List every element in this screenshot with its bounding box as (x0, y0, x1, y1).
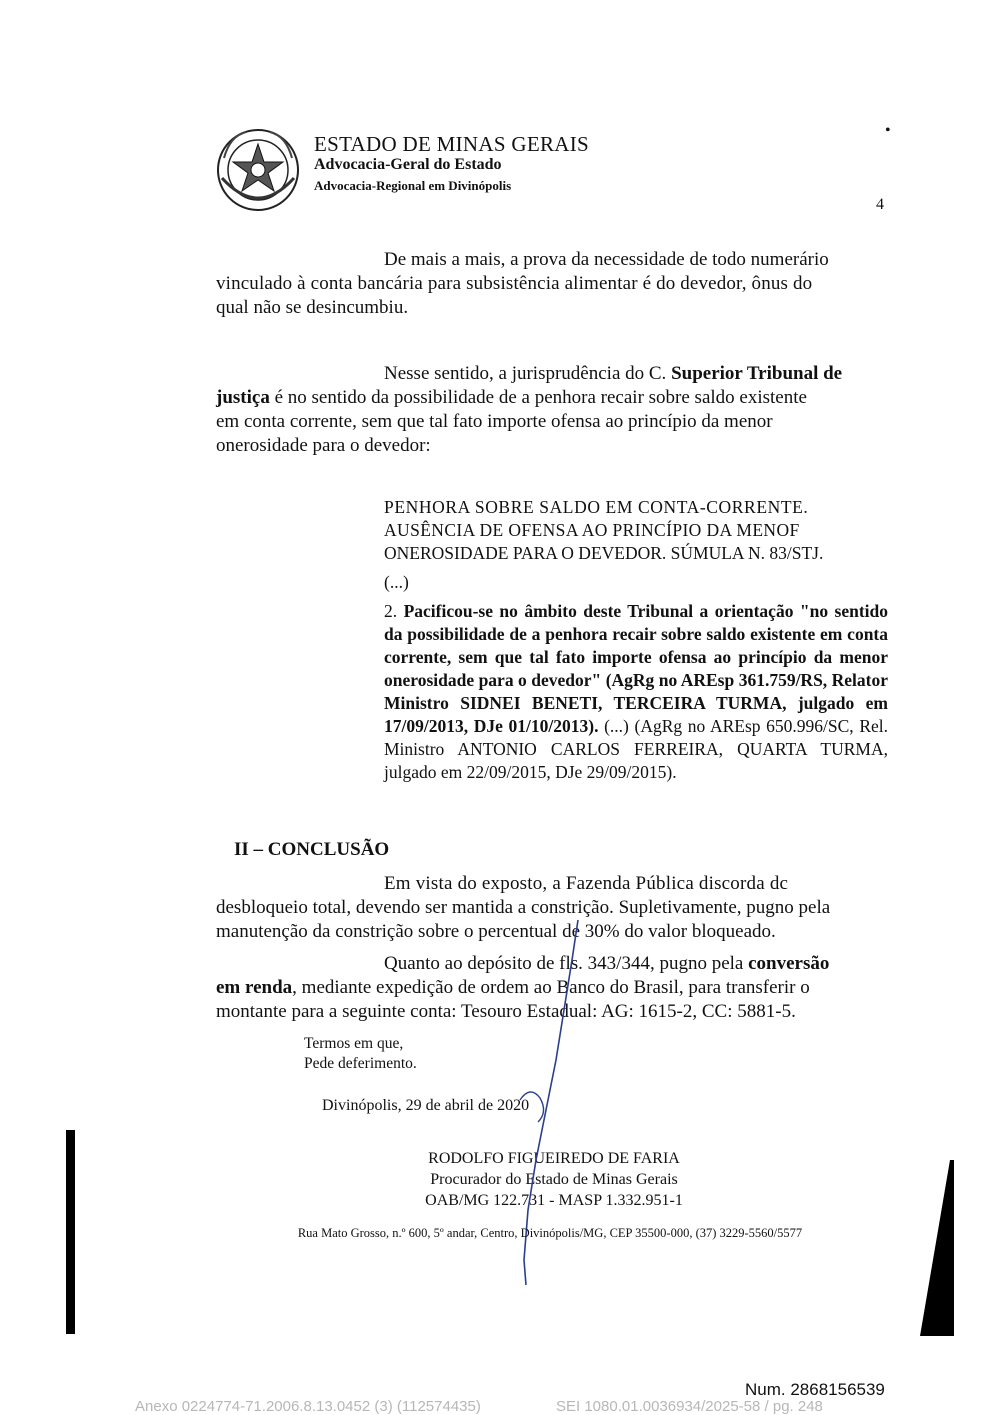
state-seal-icon (216, 128, 300, 212)
quote-item-2 (384, 600, 888, 784)
place-and-date: Divinópolis, 29 de abril de 2020 (322, 1097, 530, 1114)
footer-address: Rua Mato Grosso, n.º 600, 5º andar, Centro, Divinópolis/MG, CEP 35500-000, (37) 3229-5560/5577 (297, 1226, 803, 1240)
ementa-line1: PENHORA SOBRE SALDO EM CONTA-CORRENTE. (384, 497, 809, 517)
sei-page-reference: SEI 1080.01.0036934/2025-58 / pg. 248 (556, 1398, 823, 1415)
ementa-line2: AUSÊNCIA DE OFENSA AO PRINCÍPIO DA MENOF (384, 520, 800, 540)
paragraph-jurisprudence (216, 362, 888, 458)
scan-edge-bar (66, 1130, 75, 1334)
page-number: 4 (876, 196, 884, 213)
para1-line3: qual não se desincumbiu. (216, 297, 409, 318)
conclusion-heading: II – CONCLUSÃO (234, 839, 390, 860)
deposit-text-a: Quanto ao depósito de fls. 343/344, pugno pela (384, 953, 749, 974)
header-state-title: ESTADO DE MINAS GERAIS (314, 132, 590, 156)
item-prefix: 2. (384, 601, 404, 621)
document-number: Num. 2868156539 (745, 1380, 885, 1399)
conclusion-line3: manutenção da constrição sobre o percentual de 30% do valor bloqueado. (216, 921, 776, 942)
conclusion-line2: desbloqueio total, devendo ser mantida a constrição. Supletivamente, pugno pela (216, 897, 831, 918)
conclusion-line1: Em vista do exposto, a Fazenda Pública discorda dc (384, 873, 789, 894)
deposit-line3: montante para a seguinte conta: Tesouro Estadual: AG: 1615-2, CC: 5881-5. (216, 1001, 796, 1022)
para2-line3: em conta corrente, sem que tal fato importe ofensa ao princípio da menor (216, 411, 773, 432)
deposit-bold-b: em renda (216, 977, 293, 998)
signer-ids: OAB/MG 122.731 - MASP 1.332.951-1 (425, 1192, 683, 1209)
para1-line2: vinculado à conta bancária para subsistência alimentar é do devedor, ônus do (216, 273, 813, 294)
header-agency: Advocacia-Geral do Estado (314, 156, 502, 173)
item-rest-text: (...) (AgRg no AREsp 650.996/SC, Rel. Ministro ANTONIO CARLOS FERREIRA, QUARTA TURMA, julgado em 22/09/2015, DJe 29/09/2015). (384, 716, 888, 782)
scan-dot: • (885, 122, 891, 139)
quote-ellipsis: (...) (384, 572, 409, 592)
deposit-text-d: , mediante expedição de ordem ao Banco do Brasil, para transferir o (292, 977, 810, 998)
para1-line1: De mais a mais, a prova da necessidade de todo numerário (384, 249, 829, 270)
ementa-line3: ONEROSIDADE PARA O DEVEDOR. SÚMULA N. 83/STJ. (384, 543, 824, 563)
deposit-bold-a: conversão (748, 953, 830, 974)
para2-text-d: é no sentido da possibilidade de a penhora recair sobre saldo existente (269, 387, 807, 408)
closing-request: Pede deferimento. (304, 1055, 417, 1072)
court-name-bold-cont: justiça (216, 387, 270, 408)
para2-text-a: Nesse sentido, a jurisprudência do C. (384, 363, 672, 384)
annex-reference: Anexo 0224774-71.2006.8.13.0452 (3) (112574435) (135, 1398, 481, 1415)
paragraph-proof (216, 248, 888, 320)
item-bold-text: Pacificou-se no âmbito deste Tribunal a orientação "no sentido da possibilidade de a penhora recair sobre saldo existente em conta corrente, sem que tal fato importe ofensa ao princípio da menor onerosidade para o devedor" (AgRg no AREsp 361.759/RS, Relator Ministro SIDNEI BENETI, TERCEIRA TURMA, julgado em 17/09/2013, DJe 01/10/2013). (384, 601, 888, 736)
header-regional-office: Advocacia-Regional em Divinópolis (314, 178, 512, 193)
para2-line4: onerosidade para o devedor: (216, 435, 431, 456)
case-law-quote (384, 496, 888, 784)
closing-terms: Termos em que, (304, 1035, 404, 1052)
court-name-bold: Superior Tribunal de (671, 363, 843, 384)
signer-name: RODOLFO FIGUEIREDO DE FARIA (428, 1150, 680, 1167)
scan-edge-wedge (920, 1160, 954, 1336)
signer-role: Procurador do Estado de Minas Gerais (430, 1171, 678, 1188)
